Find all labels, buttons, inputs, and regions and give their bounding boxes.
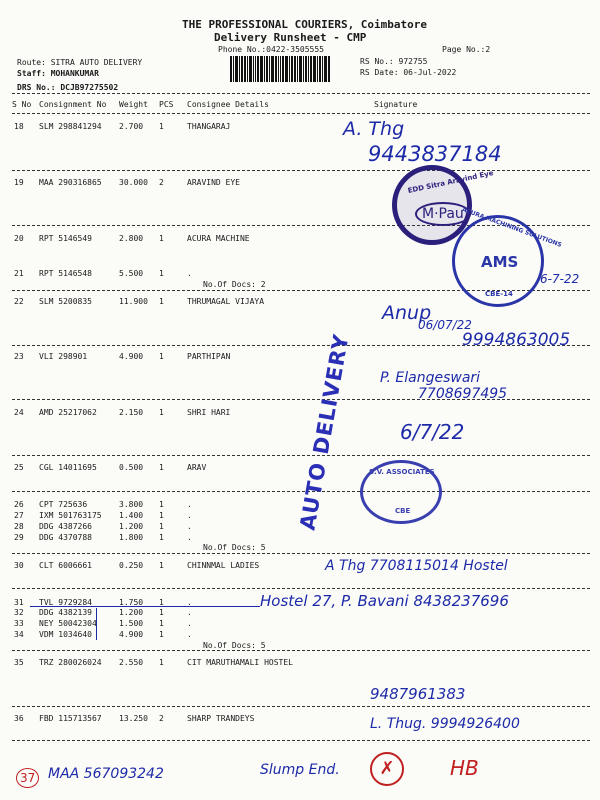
row-pcs: 1 (159, 561, 164, 570)
row-pcs: 1 (159, 122, 164, 131)
row-pcs: 1 (159, 608, 164, 617)
divider (12, 740, 590, 741)
row-sno: 23 (14, 352, 24, 361)
row-weight: 1.200 (119, 522, 144, 531)
row-sno: 31 (14, 598, 24, 607)
row-consignment: TRZ 280026024 (39, 658, 102, 667)
row-pcs: 1 (159, 500, 164, 509)
sv-ring-text: S.V. ASSOCIATES (369, 468, 435, 476)
row-consignment: DDG 4370788 (39, 533, 92, 542)
row-consignment: CPT 725636 (39, 500, 88, 509)
divider (12, 455, 590, 456)
divider (12, 553, 590, 554)
route-label: Route: SITRA AUTO DELIVERY (17, 58, 143, 67)
row-consignee: ARAVIND EYE (187, 178, 240, 187)
row-weight: 0.250 (119, 561, 144, 570)
row-consignee: . (187, 522, 192, 531)
struck-mark-icon: ✗ (370, 752, 404, 786)
row-consignee: ACURA MACHINE (187, 234, 250, 243)
row-consignment: SLM 5200835 (39, 297, 92, 306)
row-sno: 20 (14, 234, 24, 243)
row-pcs: 2 (159, 714, 164, 723)
rs-number: RS No.: 972755 (360, 57, 428, 66)
date-21: 6-7-22 (540, 272, 580, 286)
row-consignee: . (187, 598, 192, 607)
row-consignment: DDG 4387266 (39, 522, 92, 531)
date-24: 6/7/22 (400, 420, 465, 444)
row-weight: 11.900 (119, 297, 148, 306)
row-consignee: . (187, 500, 192, 509)
extra-consignment: MAA 567093242 (48, 766, 164, 782)
row-sno: 22 (14, 297, 24, 306)
row-weight: 3.800 (119, 500, 144, 509)
row-weight: 13.250 (119, 714, 148, 723)
divider (12, 588, 590, 589)
auto-delivery-stamp: AUTO DELIVERY (295, 331, 354, 533)
divider (12, 93, 590, 94)
row-sno: 24 (14, 408, 24, 417)
ams-bottom-text: CBE-14 (485, 290, 513, 298)
signature-22: Anup (382, 302, 432, 324)
ink-bracket (96, 608, 98, 640)
row-weight: 0.500 (119, 463, 144, 472)
row-consignment: TVL 9729284 (39, 598, 92, 607)
row-consignment: MAA 290316865 (39, 178, 102, 187)
row-consignee: PARTHIPAN (187, 352, 231, 361)
row-consignment: DDG 4382139 (39, 608, 92, 617)
page-number: Page No.:2 (442, 45, 491, 54)
row-consignee: . (187, 533, 192, 542)
row-consignment: CGL 14011695 (39, 463, 97, 472)
row-consignee: ARAV (187, 463, 207, 472)
row-pcs: 1 (159, 630, 164, 639)
phone-35: 9487961383 (370, 685, 466, 703)
row-consignee: THANGARAJ (187, 122, 231, 131)
row-sno: 30 (14, 561, 24, 570)
row-sno: 29 (14, 533, 24, 542)
aravind-ring-text: EDD Sitra Aravind Eye (407, 169, 495, 195)
signature-18: A. Thg (343, 118, 405, 140)
row-pcs: 1 (159, 533, 164, 542)
row-sno: 33 (14, 619, 24, 628)
row-consignment: RPT 5146549 (39, 234, 92, 243)
row-sno: 36 (14, 714, 24, 723)
row-pcs: 1 (159, 297, 164, 306)
ink-underline (30, 606, 260, 607)
header-sno: S No (12, 100, 32, 109)
drs-number: DRS No.: DCJB97275502 (17, 83, 119, 92)
row-consignment: FBD 115713567 (39, 714, 102, 723)
row-consignee: . (187, 630, 192, 639)
row-weight: 4.900 (119, 352, 144, 361)
header-signature: Signature (374, 100, 418, 109)
row-weight: 2.150 (119, 408, 144, 417)
row-consignee: . (187, 608, 192, 617)
row-sno: 21 (14, 269, 24, 278)
row-sno: 18 (14, 122, 24, 131)
row-sno: 27 (14, 511, 24, 520)
docs-count: No.Of Docs: 5 (203, 543, 266, 552)
phone-number: Phone No.:0422-3505555 (218, 45, 324, 54)
row-consignment: NEY 50042304 (39, 619, 97, 628)
docs-count: No.Of Docs: 5 (203, 641, 266, 650)
divider (12, 706, 590, 707)
divider (12, 170, 590, 171)
aravind-inner-sign: M·Pau (415, 202, 471, 226)
docs-count: No.Of Docs: 2 (203, 280, 266, 289)
company-title: THE PROFESSIONAL COURIERS, Coimbatore (182, 18, 428, 31)
row-consignee: THRUMAGAL VIJAYA (187, 297, 265, 306)
row-weight: 2.550 (119, 658, 144, 667)
row-weight: 2.700 (119, 122, 144, 131)
row-sno: 28 (14, 522, 24, 531)
rs-date: RS Date: 06-Jul-2022 (360, 68, 457, 77)
row-sno: 19 (14, 178, 24, 187)
sv-bottom-text: CBE (395, 507, 411, 515)
row-weight: 5.500 (119, 269, 144, 278)
row-consignment: CLT 6006661 (39, 561, 92, 570)
runsheet-title: Delivery Runsheet - CMP (214, 31, 367, 44)
extra-mark: HB (450, 756, 479, 780)
note-36: L. Thug. 9994926400 (370, 716, 520, 732)
row-consignment: SLM 298841294 (39, 122, 102, 131)
name-23: P. Elangeswari (380, 370, 481, 386)
row-sno: 25 (14, 463, 24, 472)
row-consignee: . (187, 511, 192, 520)
staff-label: Staff: MOHANKUMAR (17, 69, 99, 78)
row-consignment: AMD 25217062 (39, 408, 97, 417)
row-consignment: VDM 1034640 (39, 630, 92, 639)
row-sno: 35 (14, 658, 24, 667)
row-pcs: 1 (159, 352, 164, 361)
row-consignment: VLI 298901 (39, 352, 88, 361)
ams-logo: AMS (481, 253, 519, 271)
row-pcs: 1 (159, 408, 164, 417)
row-consignee: CIT MARUTHAMALI HOSTEL (187, 658, 293, 667)
circled-number: 37 (16, 768, 39, 788)
header-consignment: Consignment No (39, 100, 107, 109)
row-weight: 30.000 (119, 178, 148, 187)
row-pcs: 1 (159, 598, 164, 607)
date-22: 06/07/22 (418, 318, 472, 332)
row-pcs: 1 (159, 269, 164, 278)
row-weight: 1.400 (119, 511, 144, 520)
row-weight: 1.750 (119, 598, 144, 607)
row-weight: 1.500 (119, 619, 144, 628)
divider (12, 113, 590, 114)
divider (12, 650, 590, 651)
row-weight: 4.900 (119, 630, 144, 639)
row-consignment: IXM 501763175 (39, 511, 102, 520)
row-consignee: SHRI HARI (187, 408, 231, 417)
row-pcs: 2 (159, 178, 164, 187)
phone-22: 9994863005 (462, 330, 571, 350)
row-pcs: 1 (159, 463, 164, 472)
row-pcs: 1 (159, 658, 164, 667)
row-consignee: SHARP TRANDEYS (187, 714, 255, 723)
header-pcs: PCS (159, 100, 174, 109)
row-consignment: RPT 5146548 (39, 269, 92, 278)
extra-note: Slump End. (260, 762, 340, 778)
ams-ring-text: ACURA MACHINING SOLUTIONS (460, 206, 563, 249)
row-consignee: CHINNMAL LADIES (187, 561, 260, 570)
row-consignee: . (187, 269, 192, 278)
phone-23: 7708697495 (418, 386, 508, 402)
header-weight: Weight (119, 100, 148, 109)
row-sno: 26 (14, 500, 24, 509)
row-consignee: . (187, 619, 192, 628)
barcode (230, 56, 352, 82)
sv-associates-stamp (360, 460, 442, 524)
header-consignee: Consignee Details (187, 100, 269, 109)
row-weight: 2.800 (119, 234, 144, 243)
note-31: Hostel 27, P. Bavani 8438237696 (260, 592, 509, 610)
row-pcs: 1 (159, 234, 164, 243)
row-pcs: 1 (159, 511, 164, 520)
row-sno: 34 (14, 630, 24, 639)
note-30: A Thg 7708115014 Hostel (325, 558, 508, 574)
row-weight: 1.200 (119, 608, 144, 617)
row-weight: 1.800 (119, 533, 144, 542)
row-pcs: 1 (159, 522, 164, 531)
row-sno: 32 (14, 608, 24, 617)
row-pcs: 1 (159, 619, 164, 628)
phone-18: 9443837184 (368, 142, 502, 166)
